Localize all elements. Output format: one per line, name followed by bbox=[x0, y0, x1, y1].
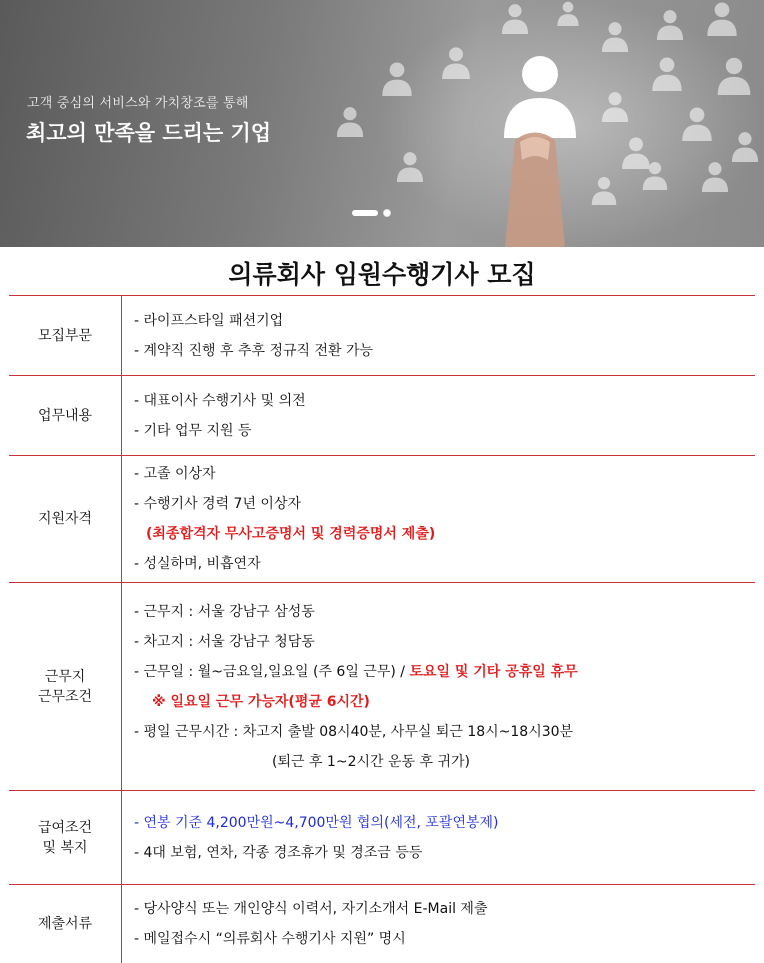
row-content bbox=[122, 296, 756, 376]
table-row-qualifications bbox=[9, 456, 755, 583]
row-content bbox=[122, 885, 756, 963]
row-label bbox=[9, 583, 122, 791]
list-item: - 근무지 : 서울 강남구 삼성동 bbox=[134, 603, 315, 620]
row-content bbox=[122, 456, 756, 583]
salary-text: - 연봉 기준 4,200만원~4,700만원 협의(세전, 포괄연봉제) bbox=[134, 814, 499, 831]
list-item-note: (퇴근 후 1~2시간 운동 후 귀가) bbox=[272, 753, 470, 770]
row-content bbox=[122, 791, 756, 885]
row-label-line: 급여조건 bbox=[37, 819, 93, 836]
hero-subtitle: 고객 중심의 서비스와 가치창조를 통해 bbox=[27, 96, 249, 111]
list-item: - 평일 근무시간 : 차고지 출발 08시40분, 사무실 퇴근 18시~18시30분 bbox=[134, 723, 574, 740]
table-row-work-conditions bbox=[9, 583, 755, 791]
table-row-job-description bbox=[9, 376, 755, 456]
row-label: 지원자격 bbox=[9, 456, 122, 583]
carousel-indicator[interactable] bbox=[352, 209, 391, 217]
list-item: - 성실하며, 비흡연자 bbox=[134, 556, 261, 572]
row-label-line: 근무조건 bbox=[37, 688, 93, 705]
row-content bbox=[122, 583, 756, 791]
list-item: - 대표이사 수행기사 및 의전 bbox=[134, 392, 306, 409]
carousel-dot[interactable] bbox=[383, 209, 391, 217]
required-documents-note: (최종합격자 무사고증명서 및 경력증명서 제출) bbox=[146, 526, 436, 542]
list-item: - 메일접수시 “의류회사 수행기사 지원” 명시 bbox=[134, 930, 406, 947]
row-label bbox=[9, 791, 122, 885]
list-item: - 차고지 : 서울 강남구 청담동 bbox=[134, 633, 315, 650]
list-item: - 라이프스타일 패션기업 bbox=[134, 312, 284, 329]
row-content bbox=[122, 376, 756, 456]
table-row-salary-benefits bbox=[9, 791, 755, 885]
list-item: - 4대 보험, 연차, 각종 경조휴가 및 경조금 등등 bbox=[134, 844, 423, 861]
list-item: - 계약직 진행 후 추후 정규직 전환 가능 bbox=[134, 342, 374, 359]
list-item: - 고졸 이상자 bbox=[134, 466, 216, 482]
page-title: 의류회사 임원수행기사 모집 bbox=[228, 260, 536, 289]
row-label: 모집부문 bbox=[9, 296, 122, 376]
list-item: - 수행기사 경력 7년 이상자 bbox=[134, 496, 301, 512]
recruitment-table bbox=[9, 295, 755, 963]
carousel-dot-active[interactable] bbox=[352, 210, 378, 216]
row-label: 업무내용 bbox=[9, 376, 122, 456]
row-label-line: 근무지 bbox=[44, 668, 86, 685]
sunday-work-note: ※ 일요일 근무 가능자(평균 6시간) bbox=[152, 693, 370, 710]
row-label-line: 및 복지 bbox=[42, 839, 88, 856]
row-label: 제출서류 bbox=[9, 885, 122, 963]
table-row-submission-documents bbox=[9, 885, 755, 963]
workdays-text: - 근무일 : 월~금요일,일요일 (주 6일 근무) / bbox=[134, 663, 410, 680]
list-item: - 당사양식 또는 개인양식 이력서, 자기소개서 E-Mail 제출 bbox=[134, 900, 488, 917]
list-item: - 기타 업무 지원 등 bbox=[134, 422, 252, 439]
table-row-recruit-field bbox=[9, 296, 755, 376]
hero-headline: 최고의 만족을 드리는 기업 bbox=[26, 121, 272, 145]
hero-banner bbox=[0, 0, 764, 247]
list-item bbox=[134, 657, 755, 687]
holiday-note: 토요일 및 기타 공휴일 휴무 bbox=[409, 663, 578, 680]
